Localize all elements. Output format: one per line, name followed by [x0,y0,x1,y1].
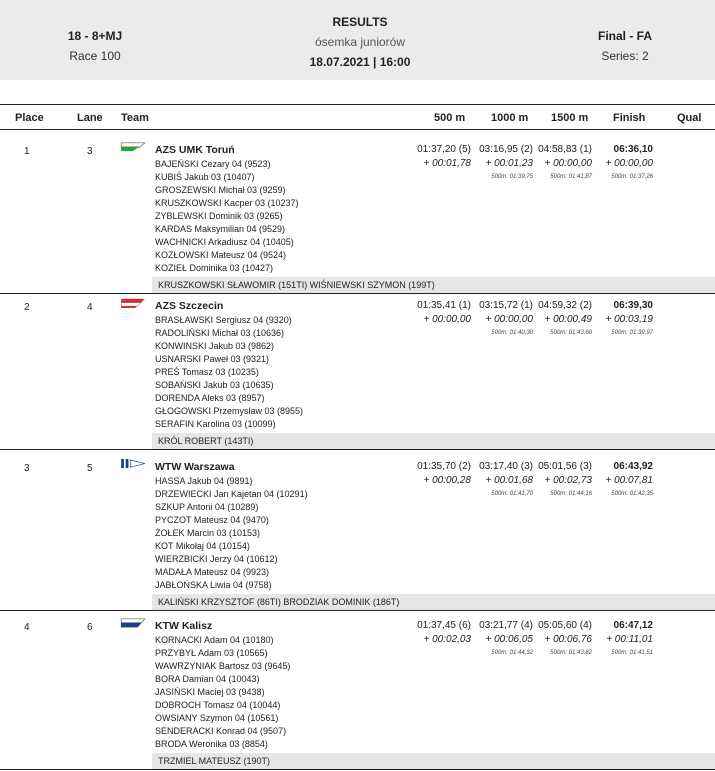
club-name: KTW Kalisz [155,620,213,632]
rower-name: SZKUP Antoni 04 (10289) [155,502,259,512]
page-title: RESULTS [332,15,388,29]
result-row [0,614,715,771]
rower-name: SOBAŃSKI Jakub 03 (10635) [155,380,274,390]
diff-1500m: + 00:00,00 [544,158,592,169]
flag-blue-white-icon [120,618,146,628]
rower-name: OWSIANY Szymon 04 (10561) [155,713,279,723]
rower-name: KARDAS Maksymilian 04 (9529) [155,224,286,234]
col-place: Place [15,112,44,124]
diff-1000m: + 00:00,00 [485,314,533,325]
finish-diff: + 00:03,19 [605,314,653,325]
finish-time: 06:39,30 [613,300,653,311]
rower-name: DORENDA Aleks 03 (8957) [155,393,265,403]
coaches-bar: TRZMIEL MATEUSZ (190T) [152,753,715,769]
rower-name: BRODA Weronika 03 (8854) [155,739,268,749]
coaches-bar: KRUSZKOWSKI SŁAWOMIR (151TI) WIŚNIEWSKI SZYMON (199T) [152,277,715,293]
rower-name: HASSA Jakub 04 (9891) [155,476,253,486]
title-info [260,12,460,72]
row-divider [0,769,715,770]
rower-name: BORA Damian 04 (10043) [155,674,260,684]
rower-name: PREŚ Tomasz 03 (10235) [155,367,259,377]
rower-name: KOT Mikołaj 04 (10154) [155,541,250,551]
diff-1500m: + 00:00,49 [544,314,592,325]
race-date: 18.07.2021 | 16:00 [309,55,411,69]
diff-500m: + 00:00,00 [423,314,471,325]
club-name: AZS Szczecin [155,300,224,312]
coaches-bar: KRÓL ROBERT (143TI) [152,433,715,449]
time-1500m: 05:05,60 (4) [538,620,592,631]
time-1000m: 03:15,72 (1) [479,300,533,311]
rower-name: JABŁOŃSKA Liwia 04 (9758) [155,580,272,590]
col-lane: Lane [77,112,103,124]
lane-value: 5 [87,463,93,474]
result-row [0,294,715,455]
rower-name: MADAŁA Mateusz 04 (9923) [155,567,270,577]
split-1500m: 500m: 01:43,60 [550,330,592,336]
place-value: 1 [24,146,30,157]
rower-name: GROSZEWSKI Michał 03 (9259) [155,185,286,195]
rower-name: KRUSZKOWSKI Kacper 03 (10237) [155,198,299,208]
rower-name: PYCZOT Mateusz 04 (9470) [155,515,269,525]
time-1500m: 05:01,56 (3) [538,461,592,472]
col-team: Team [121,112,149,124]
diff-1500m: + 00:02,73 [544,475,592,486]
rower-name: SENDERACKI Konrad 04 (9507) [155,726,287,736]
diff-1000m: + 00:01,68 [485,475,533,486]
series-number: Series: 2 [601,49,649,63]
rower-name: BRASŁAWSKI Sergiusz 04 (9320) [155,315,292,325]
rower-name: DOBROCH Tomasz 04 (10044) [155,700,281,710]
result-row [0,455,715,614]
diff-500m: + 00:02,03 [423,634,471,645]
club-name: WTW Warszawa [155,461,235,473]
lane-value: 3 [87,146,93,157]
race-number: Race 100 [69,49,121,63]
lane-value: 4 [87,302,93,313]
rower-name: BAJEŃSKI Cezary 04 (9523) [155,159,271,169]
time-1000m: 03:16,95 (2) [479,144,533,155]
time-500m: 01:37,20 (5) [417,144,471,155]
final-info [560,26,690,66]
rower-name: WACHNICKI Arkadiusz 04 (10405) [155,237,294,247]
finish-diff: + 00:00,00 [605,158,653,169]
event-code: 18 - 8+MJ [67,29,123,43]
rower-name: KOZŁOWSKI Mateusz 04 (9524) [155,250,287,260]
rower-name: ZYBLEWSKI Dominik 03 (9265) [155,211,283,221]
coaches-bar: KALIŃSKI KRZYSZTOF (86TI) BRODZIAK DOMINIK (186T) [152,594,715,610]
finish-diff: + 00:11,01 [606,634,653,645]
finish-diff: + 00:07,81 [605,475,653,486]
rower-name: DRZEWIECKI Jan Kajetan 04 (10291) [155,489,308,499]
col-500m: 500 m [434,112,466,124]
rower-name: USNARSKI Paweł 03 (9321) [155,354,270,364]
col-finish: Finish [613,112,646,124]
place-value: 2 [24,302,30,313]
diff-500m: + 00:00,28 [423,475,471,486]
finish-split: 500m: 01:37,26 [611,174,653,180]
place-value: 3 [24,463,30,474]
rower-name: JASIŃSKI Maciej 03 (9438) [155,687,265,697]
flag-blue-stripes-icon [120,459,146,469]
finish-split: 500m: 01:39,97 [611,330,653,336]
col-1000m: 1000 m [491,112,529,124]
split-1500m: 500m: 01:44,16 [550,491,592,497]
club-name: AZS UMK Toruń [155,144,235,156]
rower-name: KONWINSKI Jakub 03 (9862) [155,341,275,351]
diff-1000m: + 00:01,23 [485,158,533,169]
rower-name: KORNACKI Adam 04 (10180) [155,635,274,645]
diff-1500m: + 00:06,76 [544,634,592,645]
time-1500m: 04:59,32 (2) [538,300,592,311]
time-500m: 01:35,41 (1) [417,300,471,311]
rower-name: KUBIŚ Jakub 03 (10407) [155,172,255,182]
rower-name: RADOLIŃSKI Michał 03 (10636) [155,328,285,338]
split-1000m: 500m: 01:40,30 [491,330,533,336]
split-1000m: 500m: 01:44,32 [491,650,533,656]
finish-time: 06:43,92 [613,461,653,472]
time-1000m: 03:17,40 (3) [479,461,533,472]
finish-split: 500m: 01:42,35 [611,491,653,497]
diff-1000m: + 00:06,05 [485,634,533,645]
place-value: 4 [24,622,30,633]
finish-split: 500m: 01:41,51 [611,650,653,656]
flag-red-white-icon [120,298,146,308]
final-name: Final - FA [598,29,652,43]
rower-name: GŁOGOWSKI Przemysław 03 (8955) [155,406,304,416]
results-header [0,0,715,80]
rower-name: KOZIEŁ Dominika 03 (10427) [155,263,274,273]
finish-time: 06:47,12 [613,620,653,631]
col-1500m: 1500 m [551,112,589,124]
rower-name: WAWRZYNIAK Bartosz 03 (9645) [155,661,291,671]
event-info [30,26,160,66]
finish-time: 06:36,10 [613,144,653,155]
time-1000m: 03:21,77 (4) [479,620,533,631]
rower-name: ŻOŁEK Marcin 03 (10153) [155,528,261,538]
row-divider [0,610,715,611]
split-1000m: 500m: 01:41,70 [491,491,533,497]
split-1500m: 500m: 01:41,87 [550,174,592,180]
rower-name: SERAFIN Karolina 03 (10099) [155,419,276,429]
result-row [0,138,715,294]
flag-green-white-icon [120,142,146,152]
column-headers [0,104,715,130]
row-divider [0,449,715,450]
split-1500m: 500m: 01:43,82 [550,650,592,656]
split-1000m: 500m: 01:39,75 [491,174,533,180]
time-1500m: 04:58,83 (1) [538,144,592,155]
rower-name: PRZYBYŁ Adam 03 (10565) [155,648,268,658]
category-name: ósemka juniorów [314,35,406,49]
diff-500m: + 00:01,78 [423,158,471,169]
time-500m: 01:35,70 (2) [417,461,471,472]
col-qual: Qual [677,112,702,124]
rower-name: WIERZBICKI Jerzy 04 (10612) [155,554,278,564]
lane-value: 6 [87,622,93,633]
time-500m: 01:37,45 (6) [417,620,471,631]
